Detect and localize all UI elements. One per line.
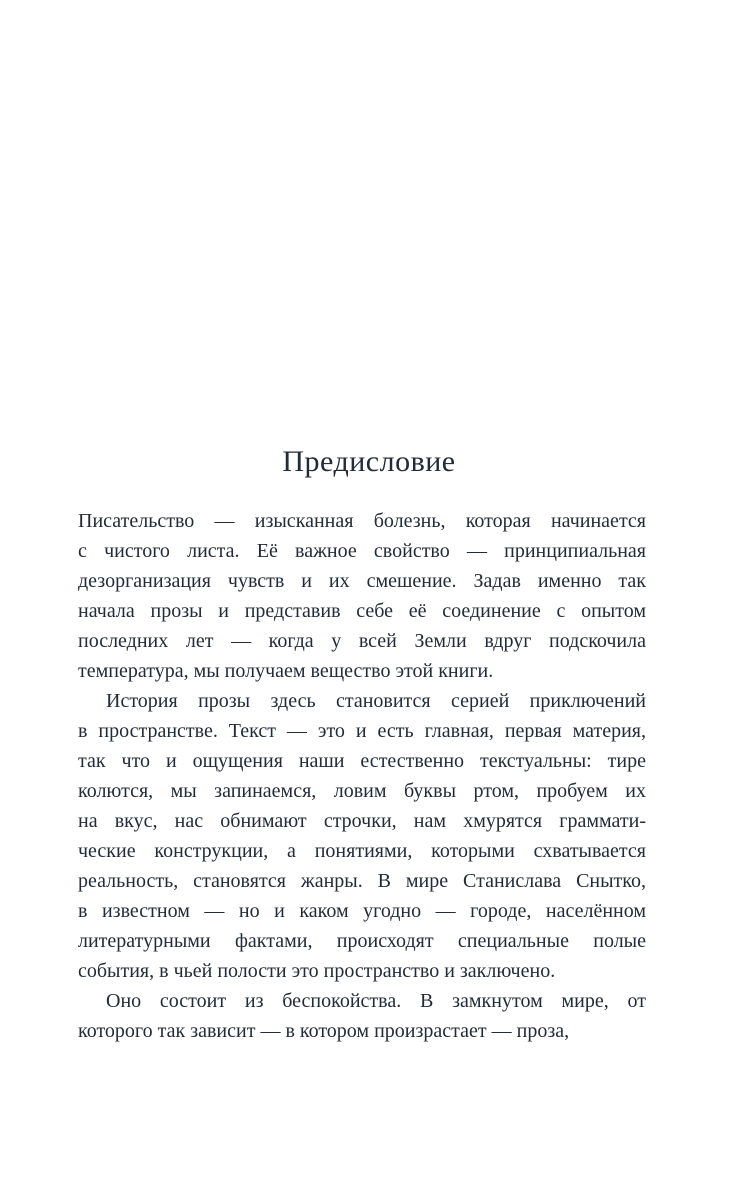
text-line: которого так зависит — в котором произрастает — проза, bbox=[78, 1020, 570, 1042]
text-line: в известном — но и каком угодно — городе, населённом bbox=[78, 900, 646, 922]
text-line: литературными фактами, происходят специальные полые bbox=[78, 930, 646, 952]
paragraph bbox=[78, 986, 646, 1046]
text-line: на вкус, нас обнимают строчки, нам хмурятся граммати- bbox=[78, 810, 646, 832]
text-line: Оно состоит из беспокойства. В замкнутом мире, от bbox=[106, 990, 646, 1012]
text-line: последних лет — когда у всей Земли вдруг подскочила bbox=[78, 630, 646, 652]
text-line: начала прозы и представив себе её соединение с опытом bbox=[78, 600, 646, 622]
text-line: температура, мы получаем вещество этой книги. bbox=[78, 660, 494, 682]
text-line: ческие конструкции, а понятиями, которыми схватывается bbox=[78, 840, 646, 862]
text-line: события, в чьей полости это пространство и заключено. bbox=[78, 960, 556, 982]
text-line: с чистого листа. Её важное свойство — принципиальная bbox=[78, 540, 646, 562]
text-line: Писательство — изысканная болезнь, которая начинается bbox=[78, 510, 646, 532]
text-line: дезорганизация чувств и их смешение. Задав именно так bbox=[78, 570, 646, 592]
text-line: История прозы здесь становится серией приключений bbox=[106, 690, 646, 712]
paragraph bbox=[78, 686, 646, 986]
chapter-title: Предисловие bbox=[282, 445, 456, 478]
text-line: реальность, становятся жанры. В мире Станислава Снытко, bbox=[78, 870, 646, 892]
text-line: так что и ощущения наши естественно текстуальны: тире bbox=[78, 750, 646, 772]
paragraph bbox=[78, 506, 646, 686]
text-line: колются, мы запинаемся, ловим буквы ртом, пробуем их bbox=[78, 780, 646, 802]
body-text bbox=[78, 506, 646, 1046]
text-line: в пространстве. Текст — это и есть главная, первая материя, bbox=[78, 720, 646, 742]
